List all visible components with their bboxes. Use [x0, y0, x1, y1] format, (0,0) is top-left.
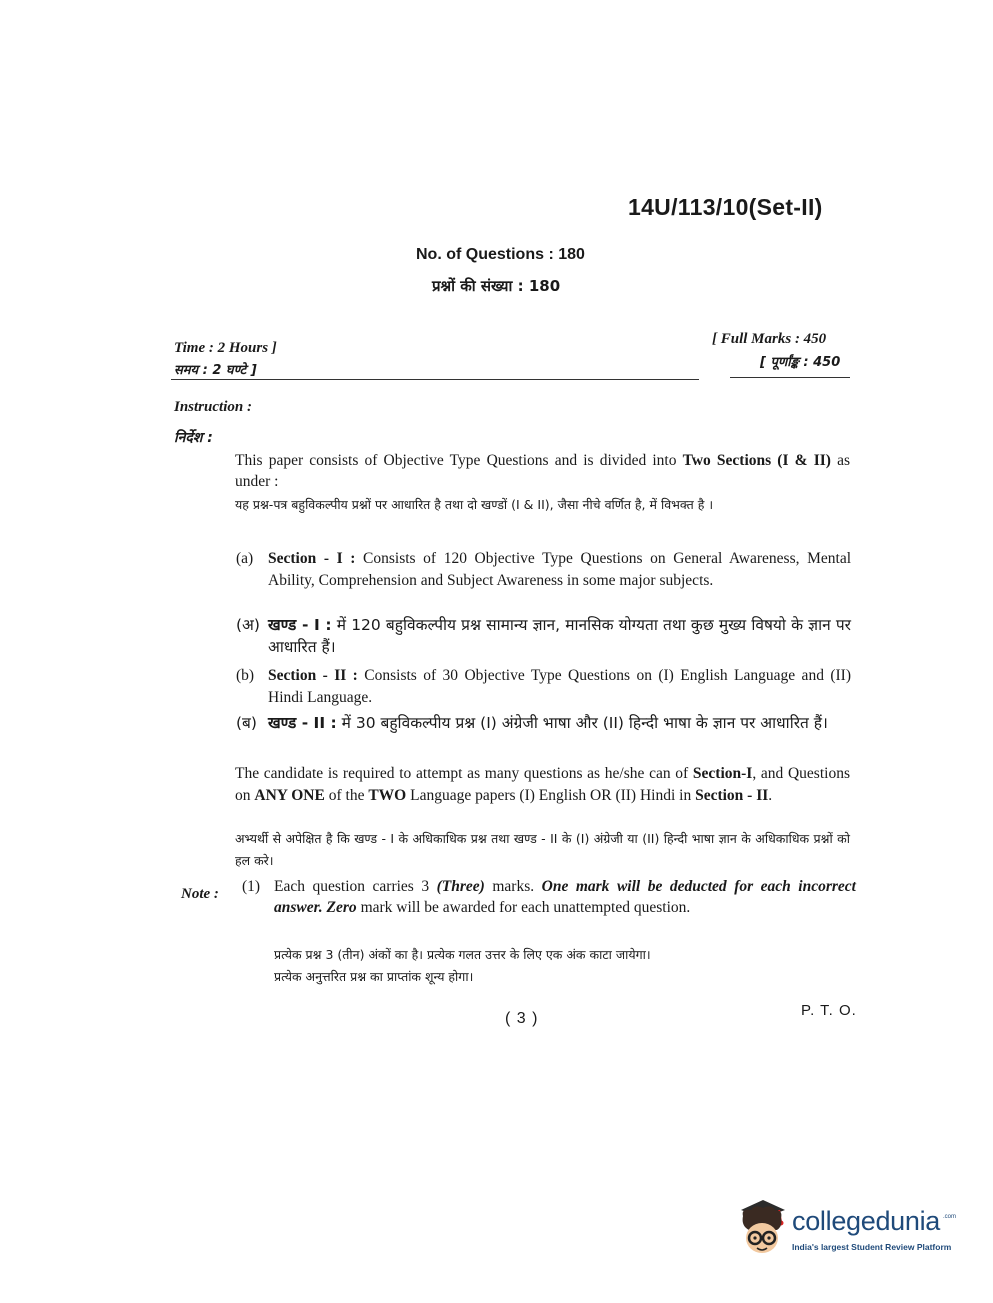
logo-name: collegedunia: [792, 1206, 941, 1236]
candidate-instruction-hi: अभ्यर्थी से अपेक्षित है कि खण्ड - I के अधिकाधिक प्रश्न तथा खण्ड - II के (I) अंग्रेजी या (II) हिन्दी भाषा ज्ञान के अधिकाधिक प्रश्नों को हल करे।: [235, 831, 850, 868]
instruction-label-en: Instruction :: [174, 399, 252, 415]
time-en: Time : 2 Hours ]: [174, 340, 277, 356]
full-marks-en: [ Full Marks : 450: [712, 331, 827, 347]
instruction-label-hi: निर्देश :: [174, 430, 213, 446]
note-item-1-hi: प्रत्येक प्रश्न 3 (तीन) अंकों का है। प्रत्येक गलत उत्तर के लिए एक अंक काटा जायेगा। प्रत्येक अनुत्तरित प्रश्न का प्राप्तांक शून्य होगा।: [274, 947, 651, 984]
intro-hi: यह प्रश्न-पत्र बहुविकल्पीय प्रश्नों पर आधारित है तथा दो खण्डों (I & II), जैसा नीचे वर्णित है, में विभक्त है ।: [235, 497, 714, 512]
logo-tagline: India's largest Student Review Platform: [792, 1242, 952, 1252]
instruction-item-a: (a) Section - I : Consists of 120 Objective Type Questions on General Awareness, Mental Ability, Comprehension and Subject Awareness in some major subjects.: [236, 550, 851, 589]
note-label: Note :: [181, 886, 219, 902]
paper-code: 14U/113/10(Set-II): [628, 194, 823, 220]
instruction-item-b-hi: (ब) खण्ड - II : में 30 बहुविकल्पीय प्रश्न (I) अंग्रेजी भाषा और (II) हिन्दी भाषा के ज्ञान पर आधारित हैं।: [236, 714, 828, 732]
note-item-1: (1) Each question carries 3 (Three) marks. One mark will be deducted for each incorrect answer. Zero mark will be awarded for each unattempted question.: [242, 878, 856, 916]
mascot-icon: [733, 1196, 791, 1260]
collegedunia-logo: [733, 1196, 963, 1260]
num-questions-hi: प्रश्नों की संख्या : 180: [432, 277, 561, 295]
time-hi: समय : 2 घण्टे ]: [174, 363, 257, 378]
instruction-item-b: (b) Section - II : Consists of 30 Objective Type Questions on (I) English Language and (II) Hindi Language.: [236, 667, 851, 706]
full-marks-hi: [ पूर्णांङ्क : 450: [760, 355, 841, 370]
pto-label: P. T. O.: [801, 1002, 857, 1019]
divider-rule: [730, 377, 850, 378]
page-number: ( 3 ): [505, 1010, 539, 1027]
logo-suffix: .com: [943, 1214, 957, 1220]
num-questions-en: No. of Questions : 180: [416, 246, 585, 263]
instruction-item-a-hi: (अ) खण्ड - I : में 120 बहुविकल्पीय प्रश्न सामान्य ज्ञान, मानसिक योग्यता तथा कुछ मुख्य विषयो के ज्ञान पर आधारित हैं।: [236, 616, 851, 656]
intro-en: This paper consists of Objective Type Questions and is divided into Two Sections (I & II) as under :: [235, 452, 850, 490]
candidate-instruction-en: The candidate is required to attempt as many questions as he/she can of Section-I, and Questions on ANY ONE of the TWO Language papers (I) English OR (II) Hindi in Section - II.: [235, 765, 850, 804]
divider-rule: [171, 379, 699, 380]
